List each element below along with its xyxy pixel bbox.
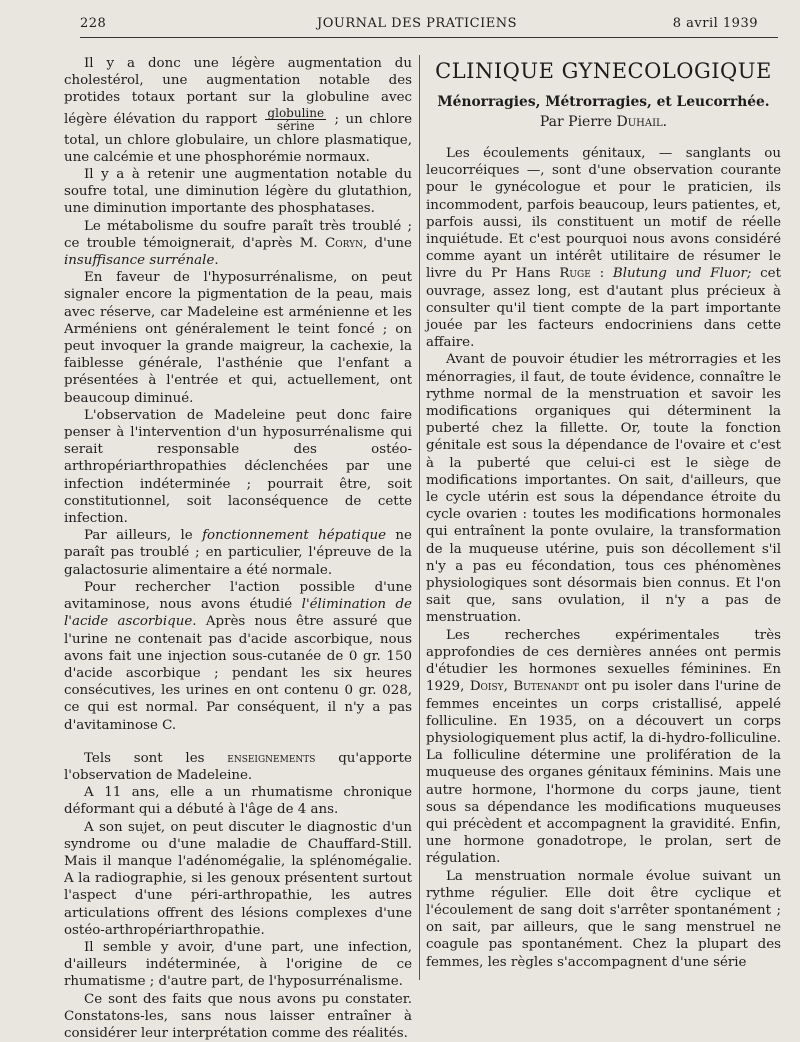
paragraph (64, 55, 412, 166)
author-name: Duhail (616, 114, 663, 130)
issue-date: 8 avril 1939 (672, 16, 758, 31)
text: Tels sont les (84, 750, 205, 766)
author-name: Ruge (559, 266, 591, 282)
text: Pour rechercher l'action possible d'une avitaminose, nous avons étudié (64, 579, 412, 613)
italic-text: l'élimination de l'acide ascorbique (64, 597, 412, 630)
author-name: Butenandt (513, 679, 579, 695)
column-divider (419, 55, 420, 980)
text: , (503, 679, 508, 695)
paragraph: A 11 ans, elle a un rhumatisme chronique déformant qui a débuté à l'âge de 4 ans. (64, 785, 412, 818)
paragraph: En faveur de l'hyposurrénalisme, on peut signaler encore la pigmentation de la peau, mais avec réserve, car Madeleine est arménienne et les Arméniens ont généralement le teint foncé ; on peut invoquer la grande maigreur, la cachexie, la faiblesse générale, l'asthénie que l'enfant a présentées à l'entrée et qui, actuellement, ont beaucoup diminué. (64, 270, 412, 406)
italic-text: insuffisance surrénale (64, 253, 215, 269)
text: qu'apporte l'observation de Madeleine. (64, 750, 412, 783)
text: . (662, 114, 668, 130)
text: ont pu isoler dans l'urine de femmes enceintes un corps cristallisé, appelé folliculine. En 1935, on a découvert un corps physiologiquement plus actif, la di-hydro-folliculine. La folliculine détermine une prolifération de la muqueuse des organes génitaux féminins. Mais une autre hormone, l'hormone du corps jaune, tient sous sa dépendance les modifications muqueuses qui précèdent et accompagnent la gravidité. Enfin, une hormone gonadotrope, le prolan, sert de régulation. (426, 679, 781, 867)
paragraph (426, 627, 781, 868)
paragraph: Il semble y avoir, d'une part, une infection, d'ailleurs indéterminée, à l'origine de ce rhumatisme ; d'autre part, de l'hyposurrénalisme. (64, 939, 412, 990)
text: : (599, 266, 605, 282)
text: cet ouvrage, assez long, est d'autant plus précieux à consulter qu'il tient compte de la part importante jouée par les facteurs endocriniens dans cette affaire. (426, 266, 781, 351)
text: Il y a donc une légère augmentation du cholestérol, une augmentation notable des protides totaux portant sur la globuline avec légère élévation du rapport (64, 56, 412, 127)
text: ; un chlore total, un chlore globulaire, un chlore plasmatique, une calcémie et une phosphorémie normaux. (64, 111, 412, 165)
paragraph: Avant de pouvoir étudier les métrorragies et les ménorragies, il faut, de toute évidence, connaître le rythme normal de la menstruation et savoir les modifications organiques qui déterminent la puberté chez la fillette. Or, toute la fonction génitale est sous la dépendance de l'ovaire et c'est à la puberté que celui-ci est le siège de modifications importantes. On sait, d'ailleurs, que le cycle utérin est sous la dépendance étroite du cycle ovarien : toutes les modifications hormonales qui entraînent la ponte ovulaire, la transformation de la muqueuse utérine, puis son décollement s'il n'y a pas eu fécondation, tous ces phénomènes physiologiques sont désormais bien connus. Et l'on sait que, sans ovulation, il n'y a pas de menstruation. (426, 352, 781, 626)
paragraph (64, 750, 412, 784)
author-name: Coryn (325, 235, 363, 251)
text: Le métabolisme du soufre paraît très troublé ; ce trouble témoignerait, d'après M. (64, 218, 412, 251)
paragraph (64, 527, 412, 579)
journal-title: JOURNAL DES PRATICIENS (317, 16, 517, 31)
italic-text: fonctionnement hépatique (202, 528, 387, 544)
left-column (64, 55, 412, 1042)
text: . Après nous être assuré que l'urine ne contenait pas d'acide ascorbique, nous avons fait une injection sous-cutanée de 0 gr. 150 d'acide ascorbique ; pendant les six heures consécutives, les urines en ont contenu 0 gr. 028, ce qui est normal. Par conséquent, il n'y a pas d'avitaminose C. (64, 614, 412, 733)
fraction-denominator: sérine (276, 118, 315, 133)
text: , d'une (362, 235, 412, 251)
small-caps-word: enseignements (227, 750, 316, 766)
fraction-numerator: globuline (267, 105, 325, 120)
article-author (426, 113, 781, 131)
article-subtitle: Ménorragies, Métrorragies, et Leucorrhée. (437, 94, 770, 110)
page-number: 228 (80, 16, 107, 31)
text: Par Pierre (539, 114, 613, 130)
paragraph (426, 145, 781, 351)
text: . (214, 253, 219, 269)
paragraph: Ce sont des faits que nous avons pu constater. Constatons-les, sans nous laisser entraîner à considérer leur interprétation comme des réalités. (64, 991, 412, 1041)
header-rule (80, 37, 778, 38)
running-header (56, 16, 778, 38)
text: Les recherches expérimentales très approfondies de ces dernières années ont permis d'étudier les hormones sexuelles féminines. En 1929, (426, 627, 781, 695)
paragraph: L'observation de Madeleine peut donc faire penser à l'intervention d'un hyposurrénalisme qui serait responsable des ostéo-arthropériarthropathies déclenchées par une infection indéterminée ; pourrait être, soit constitutionnel, soit laconséquence de cette infection. (64, 407, 412, 527)
paragraph-gap (64, 734, 412, 750)
author-name: Doisy (469, 679, 504, 695)
paragraph (64, 579, 412, 734)
paragraph: A son sujet, on peut discuter le diagnostic d'un syndrome ou d'une maladie de Chauffard-Still. Mais il manque l'adénomégalie, la splénomégalie. A la radiographie, si les genoux présentent surtout l'aspect d'une péri-arthropathie, les autres articulations offrent des lésions complexes d'une ostéo-arthropériarthropathie. (64, 819, 412, 938)
section-title: CLINIQUE GYNECOLOGIQUE (435, 59, 772, 83)
text: Par ailleurs, le (84, 528, 193, 544)
paragraph (64, 218, 412, 270)
ratio-fraction (265, 107, 326, 132)
paragraph: Il y a à retenir une augmentation notable du soufre total, une diminution légère du glutathion, une diminution importante des phosphatases. (64, 167, 412, 217)
text: ne paraît pas troublé ; en particulier, l'épreuve de la galactosurie alimentaire a été normale. (64, 528, 412, 578)
paragraph: La menstruation normale évolue suivant un rythme régulier. Elle doit être cyclique et l'écoulement de sang doit s'arrêter spontanément ; on sait, par ailleurs, que le sang menstruel ne coagule pas spontanément. Chez la plupart des femmes, les règles s'accompagnent d'une série (426, 868, 781, 970)
right-column (426, 55, 781, 971)
italic-text: Blutung und Fluor; (612, 266, 752, 282)
text: Les écoulements génitaux, — sanglants ou leucorréiques —, sont d'une observation courante pour le gynécologue et pour le praticien, ils incommodent, parfois beaucoup, leurs patientes, et, parfois aussi, ils constituent un motif de réelle inquiétude. Et c'est pourquoi nous avons considéré comme ayant un intérêt utilitaire de résumer le livre du Pr Hans (426, 146, 781, 282)
